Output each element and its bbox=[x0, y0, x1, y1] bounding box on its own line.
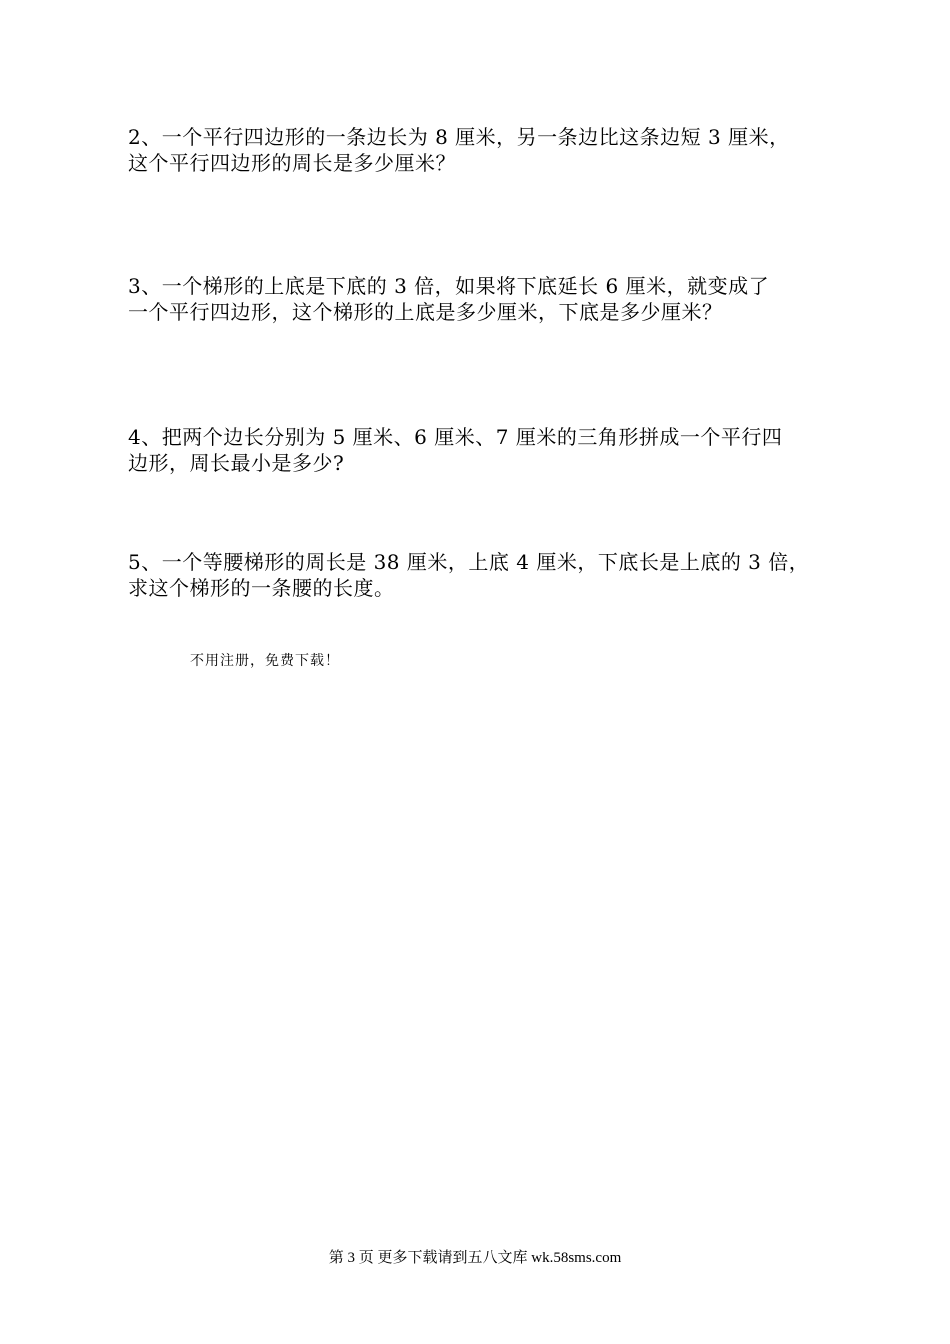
question-5-line-2: 求这个梯形的一条腰的长度。 bbox=[128, 576, 395, 600]
question-2 bbox=[128, 124, 840, 176]
question-5-line-1: 5、一个等腰梯形的周长是 38 厘米，上底 4 厘米，下底长是上底的 3 倍， bbox=[128, 550, 810, 574]
question-2-line-2: 这个平行四边形的周长是多少厘米？ bbox=[128, 151, 456, 175]
question-4-line-2: 边形，周长最小是多少? bbox=[128, 451, 345, 475]
question-3-line-1: 3、一个梯形的上底是下底的 3 倍，如果将下底延长 6 厘米，就变成了 bbox=[128, 274, 770, 298]
free-download-note: 不用注册，免费下载！ bbox=[190, 653, 340, 669]
question-3-line-2: 一个平行四边形，这个梯形的上底是多少厘米，下底是多少厘米？ bbox=[128, 300, 723, 324]
question-3 bbox=[128, 273, 840, 325]
question-4-line-1: 4、把两个边长分别为 5 厘米、6 厘米、7 厘米的三角形拼成一个平行四 bbox=[128, 425, 783, 449]
page-footer: 第 3 页 更多下载请到五八文库 wk.58sms.com bbox=[328, 1250, 622, 1266]
question-5 bbox=[128, 549, 840, 601]
question-2-line-1: 2、一个平行四边形的一条边长为 8 厘米，另一条边比这条边短 3 厘米， bbox=[128, 125, 790, 149]
question-4 bbox=[128, 424, 840, 476]
